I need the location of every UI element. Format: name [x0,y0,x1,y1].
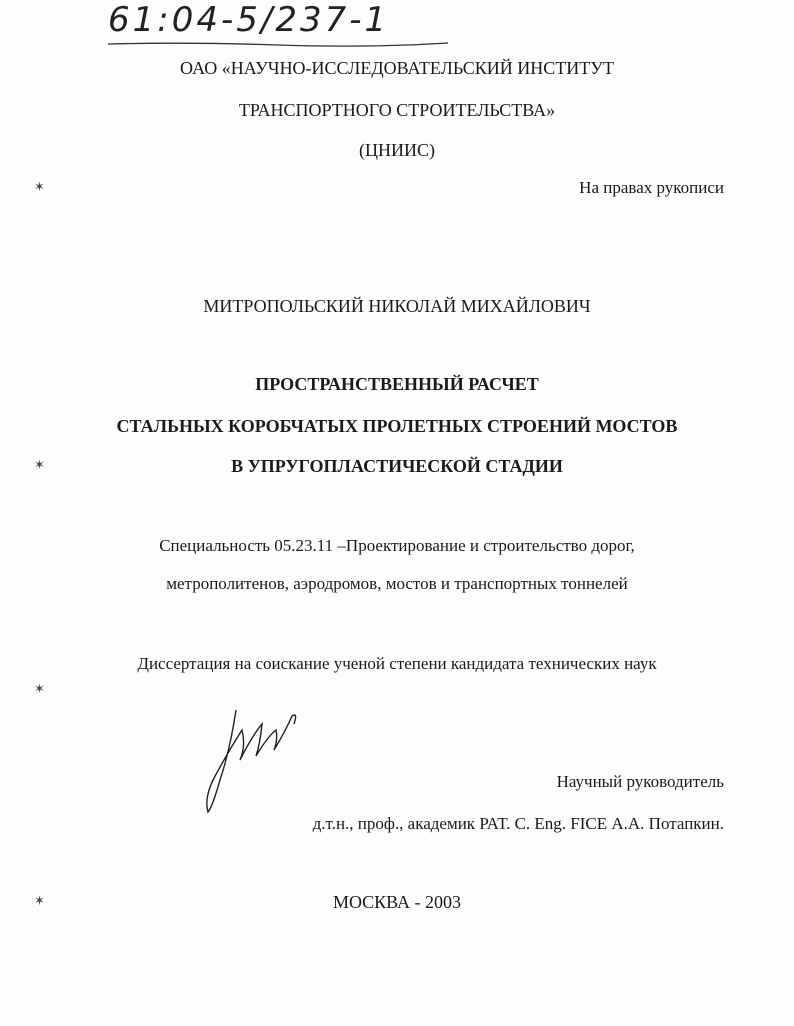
author-signature [200,700,310,820]
scan-mark: ✶ [34,682,45,697]
handwritten-underline [108,40,448,48]
catalog-number-handwritten: 61:04-5/237-1 [108,0,390,40]
org-abbreviation: (ЦНИИС) [359,140,435,160]
thesis-title-line2: СТАЛЬНЫХ КОРОБЧАТЫХ ПРОЛЕТНЫХ СТРОЕНИЙ МОСТОВ [116,416,678,436]
specialty-line2: метрополитенов, аэродромов, мостов и транспортных тоннелей [166,574,628,593]
scan-mark: ✶ [34,894,45,909]
manuscript-note: На правах рукописи [579,178,724,197]
supervisor-label: Научный руководитель [556,772,724,791]
org-name-line2: ТРАНСПОРТНОГО СТРОИТЕЛЬСТВА» [238,100,556,120]
thesis-title-line3: В УПРУГОПЛАСТИЧЕСКОЙ СТАДИИ [231,456,563,476]
specialty-line1: Специальность 05.23.11 –Проектирование и строительство дорог, [159,536,635,555]
degree-statement: Диссертация на соискание ученой степени кандидата технических наук [137,654,657,673]
author-name: МИТРОПОЛЬСКИЙ НИКОЛАЙ МИХАЙЛОВИЧ [203,296,591,316]
scan-mark: ✶ [34,180,45,195]
scan-mark: ✶ [34,458,45,473]
supervisor-details: д.т.н., проф., академик РАТ. C. Eng. FICE А.А. Потапкин. [312,814,724,833]
thesis-title-line1: ПРОСТРАНСТВЕННЫЙ РАСЧЕТ [255,374,539,394]
place-and-year: МОСКВА - 2003 [332,892,462,912]
org-name-line1: ОАО «НАУЧНО-ИССЛЕДОВАТЕЛЬСКИЙ ИНСТИТУТ [180,58,614,78]
